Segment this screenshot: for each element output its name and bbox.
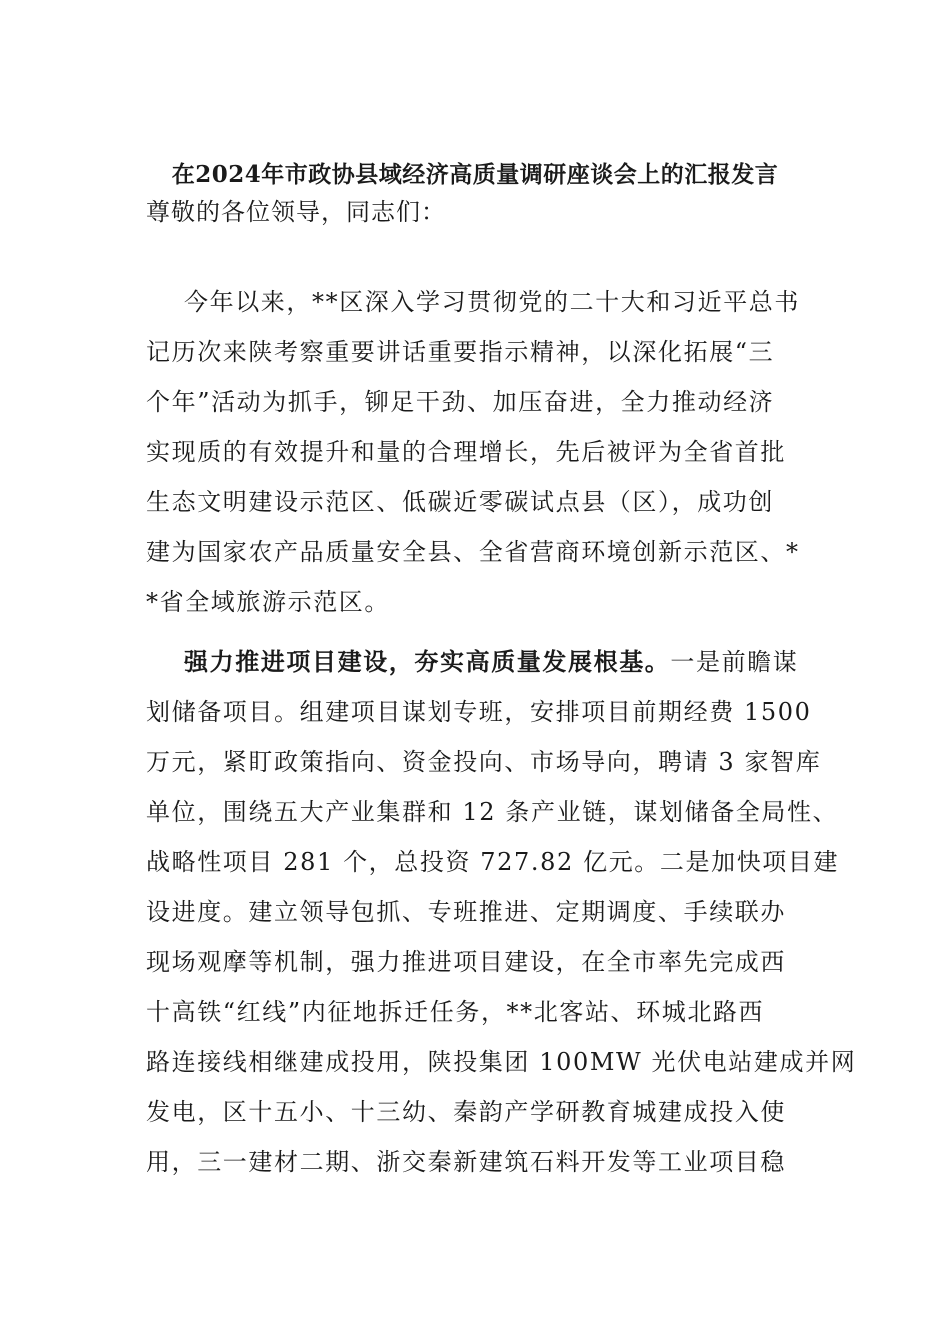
paragraph-line: *省全域旅游示范区。	[146, 588, 390, 616]
paragraph-line: 万元，紧盯政策指向、资金投向、市场导向，聘请 3 家智库	[146, 748, 822, 776]
paragraph-line: 十高铁“红线”内征地拆迁任务，**北客站、环城北路西	[146, 998, 765, 1026]
paragraph-line: 生态文明建设示范区、低碳近零碳试点县（区），成功创	[146, 488, 774, 516]
paragraph-line: 实现质的有效提升和量的合理增长，先后被评为全省首批	[146, 438, 786, 466]
paragraph-line: 划储备项目。组建项目谋划专班，安排项目前期经费 1500	[146, 698, 812, 726]
paragraph-line-rest: 一是前瞻谋	[670, 648, 799, 676]
paragraph-line: 单位，围绕五大产业集群和 12 条产业链，谋划储备全局性、	[146, 798, 839, 826]
paragraph-line: 记历次来陕考察重要讲话重要指示精神，以深化拓展“三	[146, 338, 775, 366]
paragraph-line: 个年”活动为抓手，铆足干劲、加压奋进，全力推动经济	[146, 388, 775, 416]
document-title: 在2024年市政协县域经济高质量调研座谈会上的汇报发言	[171, 161, 779, 188]
paragraph-line: 用，三一建材二期、浙交秦新建筑石料开发等工业项目稳	[146, 1148, 786, 1176]
section-lead-heading: 强力推进项目建设，夯实高质量发展根基。	[184, 647, 671, 676]
paragraph-line: 战略性项目 281 个，总投资 727.82 亿元。二是加快项目建	[146, 848, 840, 876]
paragraph-project-construction	[146, 637, 857, 1187]
paragraph-line: 今年以来，**区深入学习贯彻党的二十大和习近平总书	[184, 288, 800, 316]
paragraph-first-line	[146, 637, 826, 687]
paragraph-line: 路连接线相继建成投用，陕投集团 100MW 光伏电站建成并网	[146, 1048, 857, 1076]
salutation: 尊敬的各位领导，同志们：	[146, 198, 446, 226]
paragraph-line: 建为国家农产品质量安全县、全省营商环境创新示范区、*	[146, 538, 800, 566]
paragraph-line: 发电，区十五小、十三幼、秦韵产学研教育城建成投入使	[146, 1098, 786, 1126]
paragraph-line: 现场观摩等机制，强力推进项目建设，在全市率先完成西	[146, 948, 786, 976]
paragraph-line: 设进度。建立领导包抓、专班推进、定期调度、手续联办	[146, 898, 786, 926]
paragraph-intro	[146, 277, 826, 627]
